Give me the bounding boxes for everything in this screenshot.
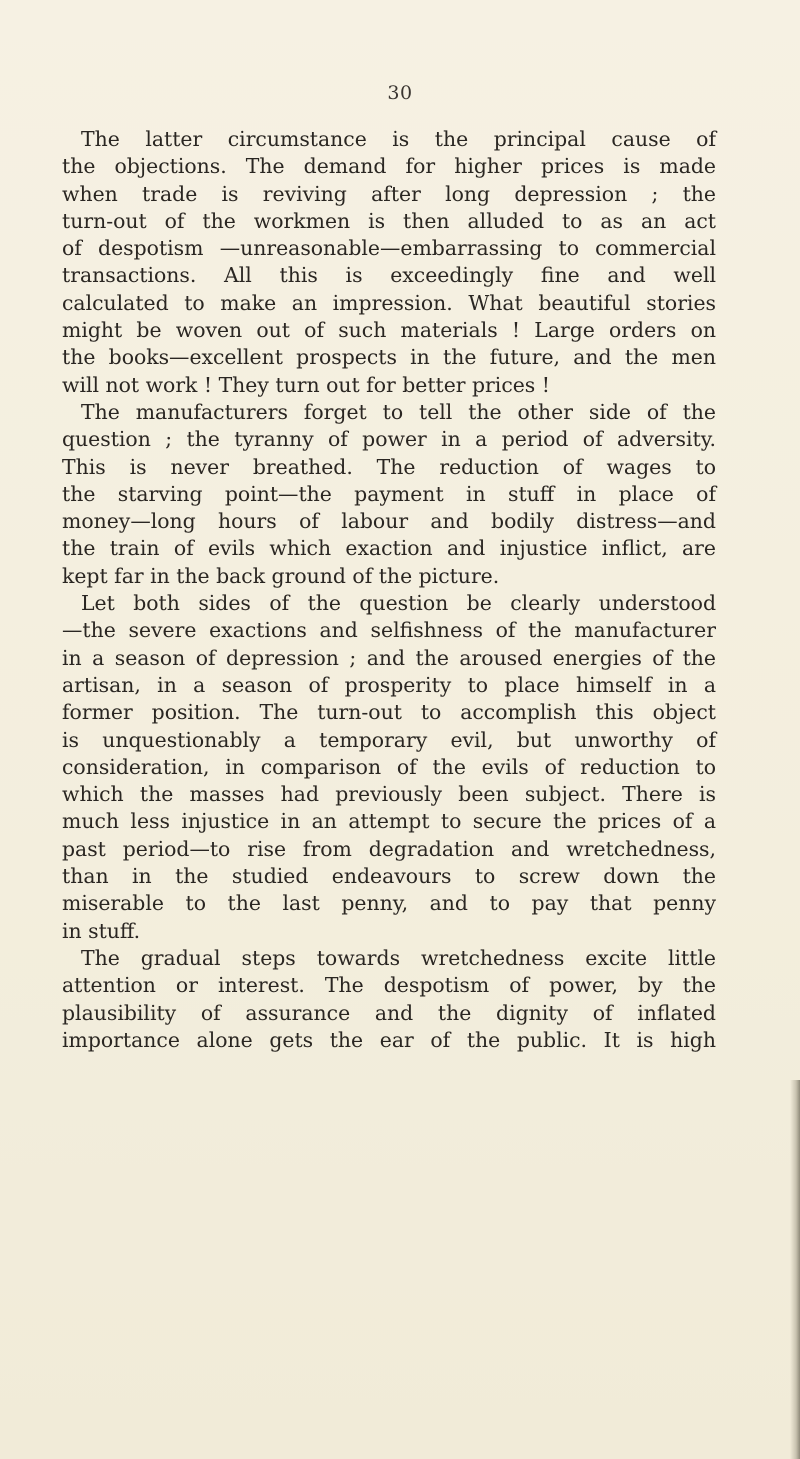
text-line: in a season of depression ; and the aroused energies of the — [62, 645, 716, 670]
text-line: much less injustice in an attempt to secure the prices of a — [62, 809, 716, 834]
text-line: Let both sides of the question be clearly understood — [81, 591, 716, 616]
body-text — [62, 126, 716, 1054]
text-line: The manufacturers forget to tell the other side of the — [81, 399, 716, 424]
text-line: kept far in the back ground of the picture. — [62, 563, 500, 588]
text-line: might be woven out of such materials ! Large orders on — [62, 318, 716, 343]
text-line: former position. The turn-out to accomplish this object — [62, 700, 716, 725]
page-edge-shadow — [790, 1080, 800, 1459]
text-line: plausibility of assurance and the dignity of inflated — [62, 1000, 716, 1025]
text-line: attention or interest. The despotism of power, by the — [62, 973, 716, 998]
text-line: The latter circumstance is the principal cause of — [81, 127, 716, 151]
text-line: question ; the tyranny of power in a period of adversity. — [62, 427, 716, 452]
text-line: is unquestionably a temporary evil, but unworthy of — [62, 727, 716, 752]
text-line: in stuff. — [62, 918, 141, 943]
text-line: consideration, in comparison of the evils of reduction to — [62, 754, 716, 779]
text-line: will not work ! They turn out for better prices ! — [62, 372, 550, 397]
text-line: past period—to rise from degradation and wretchedness, — [62, 836, 716, 861]
text-line: money—long hours of labour and bodily distress—and — [62, 509, 716, 534]
text-line: calculated to make an impression. What beautiful stories — [62, 290, 716, 315]
text-line: which the masses had previously been subject. There is — [62, 782, 716, 807]
text-line: —the severe exactions and selfishness of the manufacturer — [62, 618, 716, 643]
text-line: the objections. The demand for higher prices is made — [62, 154, 716, 179]
text-line: when trade is reviving after long depression ; the — [62, 181, 716, 206]
paragraph-2 — [62, 399, 716, 590]
text-line: of despotism —unreasonable—embarrassing to commercial — [62, 236, 716, 261]
paragraph-1 — [62, 126, 716, 399]
text-line: This is never breathed. The reduction of wages to — [62, 454, 716, 479]
text-line: artisan, in a season of prosperity to place himself in a — [62, 672, 716, 697]
paragraph-4 — [62, 945, 716, 1054]
text-line: the books—excellent prospects in the future, and the men — [62, 345, 716, 370]
paragraph-3 — [62, 590, 716, 945]
text-line: turn-out of the workmen is then alluded to as an act — [62, 208, 716, 233]
page-number: 30 — [387, 82, 413, 104]
text-line: the train of evils which exaction and injustice inflict, are — [62, 536, 716, 561]
text-line: transactions. All this is exceedingly fine and well — [62, 263, 716, 288]
text-line: importance alone gets the ear of the public. It is high — [62, 1027, 716, 1052]
text-line: miserable to the last penny, and to pay that penny — [62, 891, 716, 916]
text-line: the starving point—the payment in stuff in place of — [62, 481, 716, 506]
text-line: than in the studied endeavours to screw down the — [62, 864, 716, 889]
text-line: The gradual steps towards wretchedness excite little — [81, 945, 716, 970]
